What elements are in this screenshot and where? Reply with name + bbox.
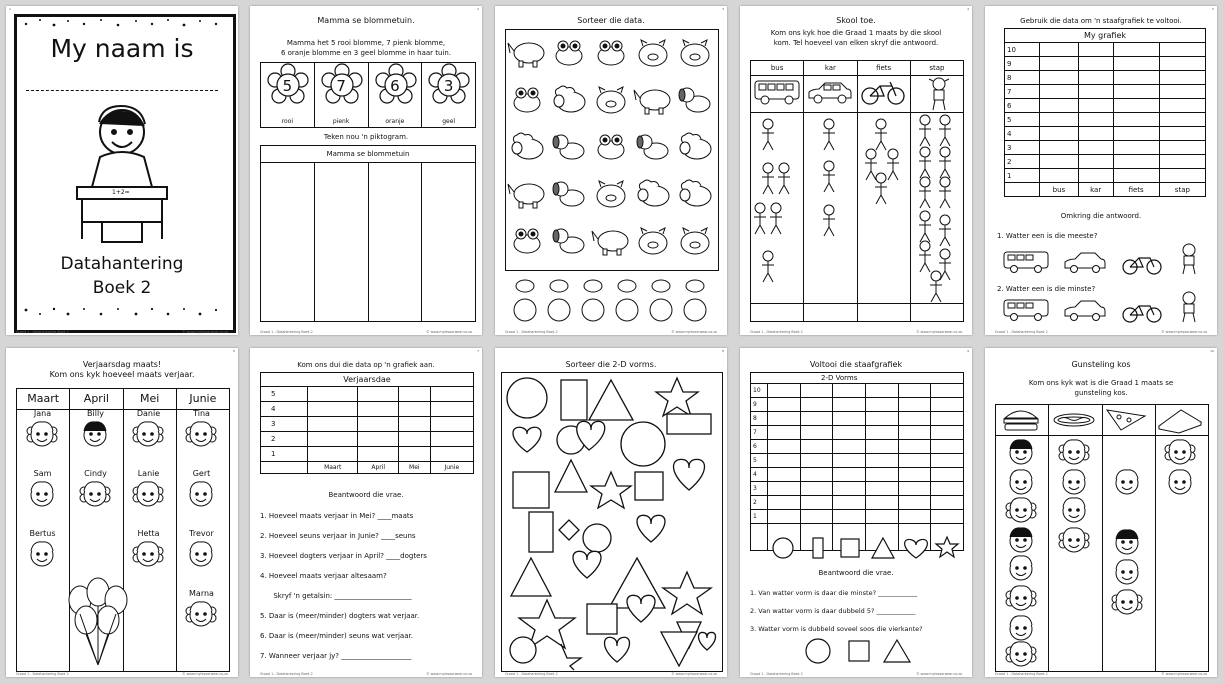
x-label: fiets: [1113, 183, 1159, 197]
flower-row: [260, 62, 476, 128]
page-footer: [260, 330, 472, 334]
question[interactable]: 3. Hoeveel dogters verjaar in April? ____dogters: [260, 552, 427, 560]
child-face-icon: [1112, 527, 1142, 557]
rhino-tally[interactable]: [514, 280, 536, 321]
animal-tally-row: [505, 274, 717, 324]
page-footer: [16, 672, 228, 676]
my-graph-table[interactable]: [1004, 28, 1206, 197]
title-line-2: Kom ons kyk hoeveel maats verjaar.: [49, 370, 195, 379]
page-shapes-graph[interactable]: [740, 348, 972, 677]
page-footer: [16, 330, 228, 334]
food-kids-layer: [995, 435, 1207, 670]
y-label: 7: [751, 426, 768, 440]
stick-figure-icon: [875, 173, 887, 204]
y-label: 2: [1005, 155, 1040, 169]
answer-shape-options[interactable]: [800, 638, 940, 668]
name-line[interactable]: [26, 90, 218, 91]
child-face-icon: [186, 599, 216, 629]
month-header-row: [17, 389, 229, 410]
dog-tally[interactable]: [582, 280, 604, 321]
circle-icon: [806, 639, 830, 663]
stick-figure-icon: [887, 149, 899, 180]
stick-figure-icon: [919, 115, 931, 146]
flower-count: 7: [336, 77, 346, 95]
footer-right: © www.mylesoorwear.co.za: [671, 672, 717, 676]
intro-line-2: 6 oranje blomme en 3 geel blomme in haar tuin.: [280, 49, 452, 57]
cover-title-line2: Boek 2: [92, 278, 152, 298]
flower-count: 3: [443, 77, 454, 95]
flower-cell: [369, 63, 423, 127]
y-label: 1: [751, 510, 768, 524]
page-number: 5: [1212, 7, 1214, 11]
cover-title-line1: Datahantering: [60, 254, 184, 274]
questions-title: Beantwoord die vrae.: [818, 569, 894, 577]
page-title: Gebruik die data om 'n staafgrafiek te voltooi.: [1020, 17, 1182, 25]
child-face-icon: [1006, 437, 1036, 467]
bus-icon[interactable]: [1003, 298, 1049, 322]
child-face-icon: [1112, 587, 1142, 617]
column-header: kar: [804, 61, 857, 75]
food-icons: [995, 404, 1207, 434]
pictogram-box[interactable]: [260, 145, 476, 322]
pig-icon: [681, 228, 709, 254]
kid-name: Hetta: [137, 529, 160, 538]
dog-icon: [553, 229, 584, 253]
question[interactable]: 4. Hoeveel maats verjaar altesaam?: [260, 572, 387, 580]
pig-icon: [639, 40, 667, 66]
page-title: Voltooi die staafgrafiek: [809, 360, 903, 369]
footer-left: Graad 1 - Datahantering Boek 2: [750, 330, 803, 334]
page-number: 1: [9, 7, 11, 11]
footer-right: © www.mylesoorwear.co.za: [426, 672, 472, 676]
kid-name: Lanie: [137, 469, 160, 478]
burger-icon: [1004, 411, 1038, 430]
graph-title: Verjaarsdae: [261, 373, 474, 387]
child-face-icon: [1165, 437, 1195, 467]
square-icon: [849, 641, 869, 661]
page-title: Mamma se blommetuin.: [317, 16, 415, 25]
y-label: 7: [1005, 85, 1040, 99]
page-number: 2: [477, 7, 479, 11]
footer-left: Graad 1 - Datahantering Boek 2: [260, 672, 313, 676]
heart-icon: [905, 539, 928, 558]
sheep-icon: [680, 133, 711, 159]
footer-right: © www.mylesoorwear.co.za: [671, 330, 717, 334]
page-number: 9: [967, 349, 969, 353]
y-label: 5: [1005, 113, 1040, 127]
dog-icon: [637, 135, 668, 159]
stick-figure-icon: [919, 211, 931, 242]
square-icon: [841, 539, 859, 557]
y-label: 8: [1005, 71, 1040, 85]
x-label: Maart: [308, 462, 358, 474]
stick-figure-icon: [754, 203, 766, 234]
pig-icon: [597, 181, 625, 207]
pig-icon: [639, 228, 667, 254]
page-footer: [995, 672, 1207, 676]
pig-icon: [597, 87, 625, 113]
dog-icon: [553, 182, 584, 206]
month-header: Junie: [189, 392, 217, 405]
child-face-icon: [133, 539, 163, 569]
triangle-icon: [872, 538, 894, 558]
shape-axis-icons: [750, 535, 964, 561]
frog-icon: [598, 135, 624, 159]
walking-child-icon: [926, 76, 952, 112]
page-school-transport[interactable]: [740, 6, 972, 335]
bicycle-icon[interactable]: [1120, 252, 1164, 276]
car-icon: [807, 80, 853, 106]
y-label: 2: [751, 496, 768, 510]
y-label: 1: [261, 447, 308, 462]
child-face-icon: [1165, 467, 1195, 497]
question[interactable]: 5. Daar is (meer/minder) dogters wat verjaar.: [260, 612, 420, 620]
page-title: Gunsteling kos: [1071, 360, 1131, 369]
stick-figures: [750, 111, 962, 301]
y-label: 9: [751, 398, 768, 412]
x-label: Mei: [398, 462, 430, 474]
page-number: 4: [967, 7, 969, 11]
flower-color: geel: [442, 118, 456, 125]
kid-name: Sam: [33, 469, 52, 478]
child-face-icon: [1112, 557, 1142, 587]
page-my-graph[interactable]: [985, 6, 1217, 335]
y-label: 9: [1005, 57, 1040, 71]
car-icon[interactable]: [1063, 251, 1107, 275]
y-label: 2: [261, 432, 308, 447]
footer-right: © www.mylesoorwear.co.za: [182, 672, 228, 676]
flower-cell: [315, 63, 369, 127]
footer-left: Graad 1 - Datahantering Boek 2: [16, 672, 69, 676]
child-face-icon: [80, 479, 110, 509]
footer-left: Graad 1 - Datahantering Boek 2: [260, 330, 313, 334]
question[interactable]: 2. Hoeveel seuns verjaar in Junie? ____seuns: [260, 532, 416, 540]
flower-color: pienk: [332, 118, 350, 125]
frog-icon: [556, 41, 582, 65]
page-number: 8: [722, 349, 724, 353]
walking-child-icon[interactable]: [1177, 242, 1201, 276]
hotdog-icon: [1054, 414, 1094, 426]
column-header: fiets: [858, 61, 911, 75]
pig-tally[interactable]: [616, 280, 638, 321]
rectangle-icon: [813, 538, 823, 558]
stick-figure-icon: [823, 119, 835, 150]
y-label: 5: [261, 387, 308, 402]
y-label: 4: [751, 468, 768, 482]
intro-line-1: Mamma het 5 rooi blomme, 7 pienk blomme,: [286, 39, 446, 47]
page-number: 7: [477, 349, 479, 353]
circle-instruction: Omkring die antwoord.: [1060, 212, 1142, 220]
frog-icon: [598, 41, 624, 65]
intro-line-2: kom. Tel hoeveel van elken skryf die antwoord.: [773, 39, 939, 47]
question[interactable]: 3. Watter vorm is dubbeld soveel soos die vierkante?: [750, 625, 923, 633]
sheep-icon: [512, 133, 543, 159]
pictogram-column[interactable]: [369, 163, 423, 322]
stick-figure-icon: [823, 161, 835, 192]
flower-color: oranje: [385, 118, 405, 125]
child-face-icon: [186, 479, 216, 509]
sandwich-icon: [1159, 410, 1201, 433]
stick-figure-icon: [875, 119, 887, 150]
page-flowers[interactable]: [250, 6, 482, 335]
x-label: bus: [1040, 183, 1079, 197]
footer-left: Graad 1 - Datahantering Boek 2: [505, 330, 558, 334]
rhino-icon: [592, 231, 628, 255]
page-footer: [750, 330, 962, 334]
child-face-icon: [1006, 525, 1036, 555]
shapes-graph-table[interactable]: [750, 372, 964, 551]
pictogram-title: Mamma se blommetuin: [261, 146, 475, 163]
child-face-icon: [1006, 583, 1036, 613]
stick-figure-icon: [939, 115, 951, 146]
frog-tally[interactable]: [548, 280, 570, 321]
y-label: 8: [751, 412, 768, 426]
child-face-icon: [1006, 639, 1036, 669]
y-label: 3: [751, 482, 768, 496]
stick-figure-icon: [919, 147, 931, 178]
page-title: Kom ons dui die data op 'n grafiek aan.: [297, 361, 435, 369]
question[interactable]: 1. Hoeveel maats verjaar in Mei? ____maats: [260, 512, 414, 520]
question-1: 1. Watter een is die meeste?: [997, 232, 1098, 240]
page-footer: [260, 672, 472, 676]
question[interactable]: 1. Van watter vorm is daar die minste? ____________: [750, 589, 918, 597]
page-number: 10: [1210, 349, 1214, 353]
sheep-icon: [638, 180, 669, 206]
child-at-desk-illustration: [72, 102, 172, 252]
x-label: April: [358, 462, 398, 474]
y-label: 3: [1005, 141, 1040, 155]
kid-name: Billy: [87, 409, 104, 418]
transport-answer-row[interactable]: [751, 304, 963, 321]
bus-icon: [754, 79, 802, 105]
stick-figure-icon: [762, 251, 774, 282]
footer-left: Graad 1 - Datahantering Boek 2: [750, 672, 803, 676]
stick-figure-icon: [865, 149, 877, 180]
footer-left: Graad 1 - Datahantering Boek 2: [505, 672, 558, 676]
stick-figure-icon: [823, 205, 835, 236]
rhino-icon: [508, 184, 544, 208]
pictogram-instruction: Teken nou 'n piktogram.: [323, 133, 409, 141]
child-face-icon: [1006, 495, 1036, 525]
page-birthdays[interactable]: [6, 348, 238, 677]
sheep-icon: [554, 86, 585, 112]
x-label: kar: [1078, 183, 1113, 197]
footer-right: © www.mylesoorwear.co.za: [916, 330, 962, 334]
y-label: 4: [1005, 127, 1040, 141]
title-line-1: Verjaarsdag maats!: [82, 360, 162, 369]
shapes-collection: [501, 372, 721, 670]
stick-figure-icon: [762, 163, 774, 194]
graph-title: 2-D Vorms: [751, 373, 964, 384]
rhino-icon: [634, 90, 670, 114]
footer-left: Graad 1 - Datahantering Boek 2: [16, 330, 69, 334]
y-label: 5: [751, 454, 768, 468]
name-label: My naam is: [50, 34, 194, 63]
stick-figure-icon: [919, 241, 931, 272]
y-label: 3: [261, 417, 308, 432]
stick-figure-icon: [939, 215, 951, 246]
page-title: Skool toe.: [836, 16, 876, 25]
rhino-icon: [508, 43, 544, 67]
child-face-icon: [1059, 495, 1089, 525]
flower-count: 6: [390, 77, 400, 95]
footer-left: Graad 1 - Datahantering Boek 2: [995, 330, 1048, 334]
animal-icons: [505, 29, 717, 269]
footer-left: Graad 1 - Datahantering Boek 2: [995, 672, 1048, 676]
stick-figure-icon: [939, 177, 951, 208]
svg-text:1+2=: 1+2=: [112, 189, 130, 196]
y-label: 6: [751, 440, 768, 454]
page-title: Sorteer die 2-D vorms.: [565, 360, 657, 369]
stick-figure-icon: [939, 147, 951, 178]
child-face-icon: [1059, 525, 1089, 555]
footer-right: © www.mylesoorwear.co.za: [182, 330, 228, 334]
flower-color: rooi: [281, 118, 294, 125]
column-header: bus: [751, 61, 804, 75]
month-header: Mei: [124, 389, 177, 409]
frog-icon: [514, 229, 540, 253]
bicycle-icon[interactable]: [1120, 300, 1164, 324]
footer-right: © www.mylesoorwear.co.za: [916, 672, 962, 676]
question[interactable]: Skryf 'n getalsin: ______________________: [260, 592, 412, 600]
kid-name: Tina: [193, 409, 210, 418]
kid-name: Gert: [192, 469, 211, 478]
y-label: 6: [1005, 99, 1040, 113]
kid-name: Danie: [136, 409, 161, 418]
footer-right: © www.mylesoorwear.co.za: [426, 330, 472, 334]
kid-name: Trevor: [189, 529, 214, 538]
y-label: 4: [261, 402, 308, 417]
graph-title: My grafiek: [1005, 29, 1206, 43]
sheep-tally[interactable]: [684, 280, 706, 321]
page-number: 3: [722, 7, 724, 11]
child-face-icon: [80, 419, 110, 449]
page-footer: [750, 672, 962, 676]
question[interactable]: 2. Van watter vorm is daar dubbeld 5? ____________: [750, 607, 916, 615]
bus-icon[interactable]: [1003, 250, 1049, 274]
triangle-icon: [884, 640, 910, 662]
transport-header-row: [751, 61, 963, 76]
bicycle-icon: [860, 80, 906, 106]
footer-right: © www.mylesoorwear.co.za: [1161, 672, 1207, 676]
page-favourite-food[interactable]: [985, 348, 1217, 677]
frog-icon: [514, 88, 540, 112]
dog-icon: [553, 135, 584, 159]
intro-line-1: Kom ons kyk wat is die Graad 1 maats se: [1028, 379, 1174, 387]
child-face-icon: [1059, 437, 1089, 467]
intro-line-2: gunsteling kos.: [1074, 389, 1128, 397]
sheep-tally[interactable]: [650, 280, 672, 321]
stick-figure-icon: [762, 119, 774, 150]
x-label: stap: [1159, 183, 1205, 197]
pictogram-column[interactable]: [315, 163, 369, 322]
stick-figure-icon: [919, 177, 931, 208]
page-sort-animals[interactable]: [495, 6, 727, 335]
pictogram-column[interactable]: [261, 163, 315, 322]
pig-icon: [681, 40, 709, 66]
y-label: 10: [1005, 43, 1040, 57]
intro-line-1: Kom ons kyk hoe die Graad 1 maats by die skool: [770, 29, 942, 37]
page-footer: [505, 330, 717, 334]
flower-cell: [422, 63, 475, 127]
birthday-graph-table[interactable]: [260, 372, 474, 474]
child-face-icon: [133, 419, 163, 449]
balloon-icon: [64, 570, 134, 670]
stick-figure-icon: [778, 163, 790, 194]
stick-figure-icon: [930, 271, 942, 302]
child-face-icon: [1006, 467, 1036, 497]
kid-name: Cindy: [84, 469, 107, 478]
cover-dots-top: [6, 6, 238, 36]
child-face-icon: [27, 419, 57, 449]
footer-right: © www.mylesoorwear.co.za: [1161, 330, 1207, 334]
page-footer: [505, 672, 717, 676]
cover-dots-bottom: [6, 302, 238, 332]
month-header: April: [70, 389, 123, 409]
walking-child-icon[interactable]: [1177, 290, 1201, 324]
car-icon[interactable]: [1063, 299, 1107, 323]
page-birthday-graph[interactable]: [250, 348, 482, 677]
page-footer: [995, 330, 1207, 334]
circle-icon: [773, 538, 793, 558]
child-face-icon: [1006, 553, 1036, 583]
column-header: stap: [929, 64, 945, 72]
child-face-icon: [186, 539, 216, 569]
star-icon: [936, 537, 958, 557]
x-label: Junie: [430, 462, 473, 474]
question[interactable]: 6. Daar is (meer/minder) seuns wat verjaar.: [260, 632, 413, 640]
child-face-icon: [1112, 467, 1142, 497]
child-face-icon: [1059, 467, 1089, 497]
question[interactable]: 7. Wanneer verjaar jy? ____________________: [260, 652, 412, 660]
child-face-icon: [133, 479, 163, 509]
pictogram-column[interactable]: [422, 163, 475, 322]
page-cover[interactable]: [6, 6, 238, 335]
stick-figure-icon: [770, 203, 782, 234]
questions-title: Beantwoord die vrae.: [328, 491, 404, 499]
flower-cell: [261, 63, 315, 127]
kid-name: Jana: [33, 409, 52, 418]
page-number: 6: [233, 349, 235, 353]
y-label: 10: [751, 384, 768, 398]
child-face-icon: [27, 479, 57, 509]
kid-name: Marna: [189, 589, 214, 598]
page-title: Sorteer die data.: [577, 16, 645, 25]
dog-icon: [679, 88, 710, 112]
pizza-icon: [1107, 410, 1145, 430]
pictogram-columns: [261, 163, 475, 322]
question-2: 2. Watter een is die minste?: [997, 285, 1096, 293]
month-header: Maart: [17, 389, 70, 409]
y-label: 1: [1005, 169, 1040, 183]
sheep-icon: [680, 180, 711, 206]
page-sort-shapes[interactable]: [495, 348, 727, 677]
kid-name: Bertus: [29, 529, 56, 538]
flower-count: 5: [282, 77, 293, 95]
child-face-icon: [186, 419, 216, 449]
child-face-icon: [27, 539, 57, 569]
